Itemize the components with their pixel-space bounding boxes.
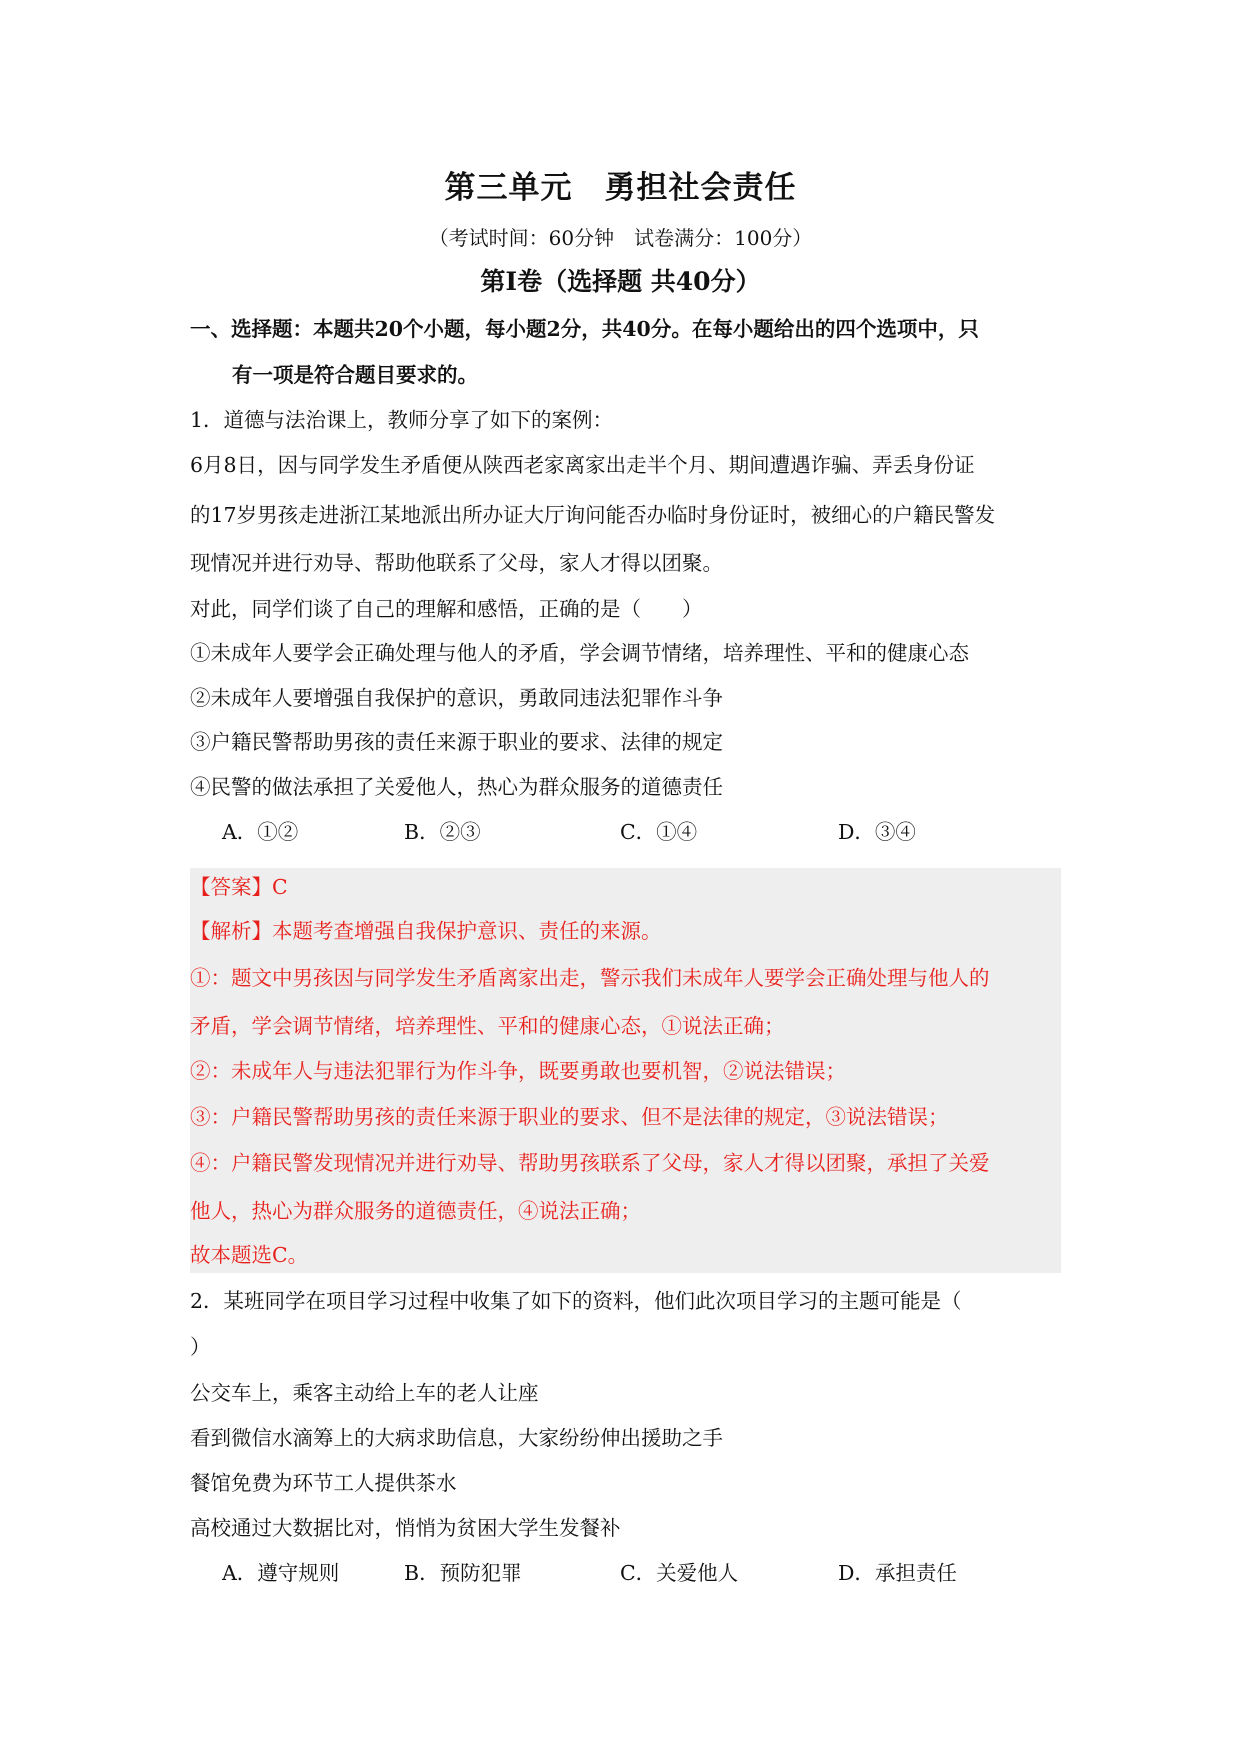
q2-option-b: B．预防犯罪	[404, 1561, 522, 1585]
q2-material: 看到微信水滴筹上的大病求助信息，大家纷纷伸出援助之手	[190, 1426, 723, 1450]
q1-option-c: C．①④	[620, 820, 698, 844]
q2-material: 餐馆免费为环节工人提供茶水	[190, 1471, 457, 1495]
q1-case-line: 6月8日，因与同学发生矛盾便从陕西老家离家出走半个月、期间遭遇诈骗、弄丢身份证	[190, 453, 975, 477]
q1-option-d: D．③④	[838, 820, 916, 844]
q1-analysis-line: ③：户籍民警帮助男孩的责任来源于职业的要求、但不是法律的规定，③说法错误；	[190, 1105, 949, 1129]
q1-answer: 【答案】C	[190, 875, 288, 899]
exam-info: （考试时间：60分钟 试卷满分：100分）	[428, 226, 813, 250]
q2-material: 公交车上，乘客主动给上车的老人让座	[190, 1381, 539, 1405]
q1-statement: ②未成年人要增强自我保护的意识，勇敢同违法犯罪作斗争	[190, 686, 723, 710]
q1-analysis-line: 矛盾，学会调节情绪，培养理性、平和的健康心态，①说法正确；	[190, 1014, 785, 1038]
q2-stem-end: ）	[190, 1335, 211, 1359]
q2-option-c: C．关爱他人	[620, 1561, 739, 1585]
q1-option-b: B．②③	[404, 820, 481, 844]
q1-analysis-line: 他人，热心为群众服务的道德责任，④说法正确；	[190, 1199, 641, 1223]
q2-material: 高校通过大数据比对，悄悄为贫困大学生发餐补	[190, 1516, 621, 1540]
q1-analysis-line: ②：未成年人与违法犯罪行为作斗争，既要勇敢也要机智，②说法错误；	[190, 1059, 846, 1083]
q1-statement: ①未成年人要学会正确处理与他人的矛盾，学会调节情绪，培养理性、平和的健康心态	[190, 641, 969, 665]
instructions-line-1: 一、选择题：本题共20个小题，每小题2分，共40分。在每小题给出的四个选项中，只	[190, 317, 979, 341]
q1-option-a: A．①②	[222, 820, 299, 844]
q1-case-line: 的17岁男孩走进浙江某地派出所办证大厅询问能否办临时身份证时，被细心的户籍民警发	[190, 503, 996, 527]
q2-stem: 2．某班同学在项目学习过程中收集了如下的资料，他们此次项目学习的主题可能是（	[190, 1289, 962, 1313]
q1-stem: 1．道德与法治课上，教师分享了如下的案例：	[190, 408, 614, 432]
q1-prompt: 对此，同学们谈了自己的理解和感悟，正确的是（ ）	[190, 597, 703, 621]
q1-analysis-line: 【解析】本题考查增强自我保护意识、责任的来源。	[190, 919, 662, 943]
q1-statement: ③户籍民警帮助男孩的责任来源于职业的要求、法律的规定	[190, 730, 723, 754]
q1-statement: ④民警的做法承担了关爱他人，热心为群众服务的道德责任	[190, 775, 723, 799]
q2-option-d: D．承担责任	[838, 1561, 957, 1585]
q1-case-line: 现情况并进行劝导、帮助他联系了父母，家人才得以团聚。	[190, 551, 723, 575]
q1-analysis-line: ①：题文中男孩因与同学发生矛盾离家出走，警示我们未成年人要学会正确处理与他人的	[190, 966, 990, 990]
instructions-line-2: 有一项是符合题目要求的。	[232, 363, 478, 387]
page-title: 第三单元 勇担社会责任	[444, 170, 797, 206]
q1-analysis-line: ④：户籍民警发现情况并进行劝导、帮助男孩联系了父母，家人才得以团聚，承担了关爱	[190, 1151, 990, 1175]
q2-option-a: A．遵守规则	[222, 1561, 340, 1585]
q1-analysis-line: 故本题选C。	[190, 1243, 309, 1267]
section-heading: 第Ⅰ卷（选择题 共40分）	[480, 267, 761, 296]
